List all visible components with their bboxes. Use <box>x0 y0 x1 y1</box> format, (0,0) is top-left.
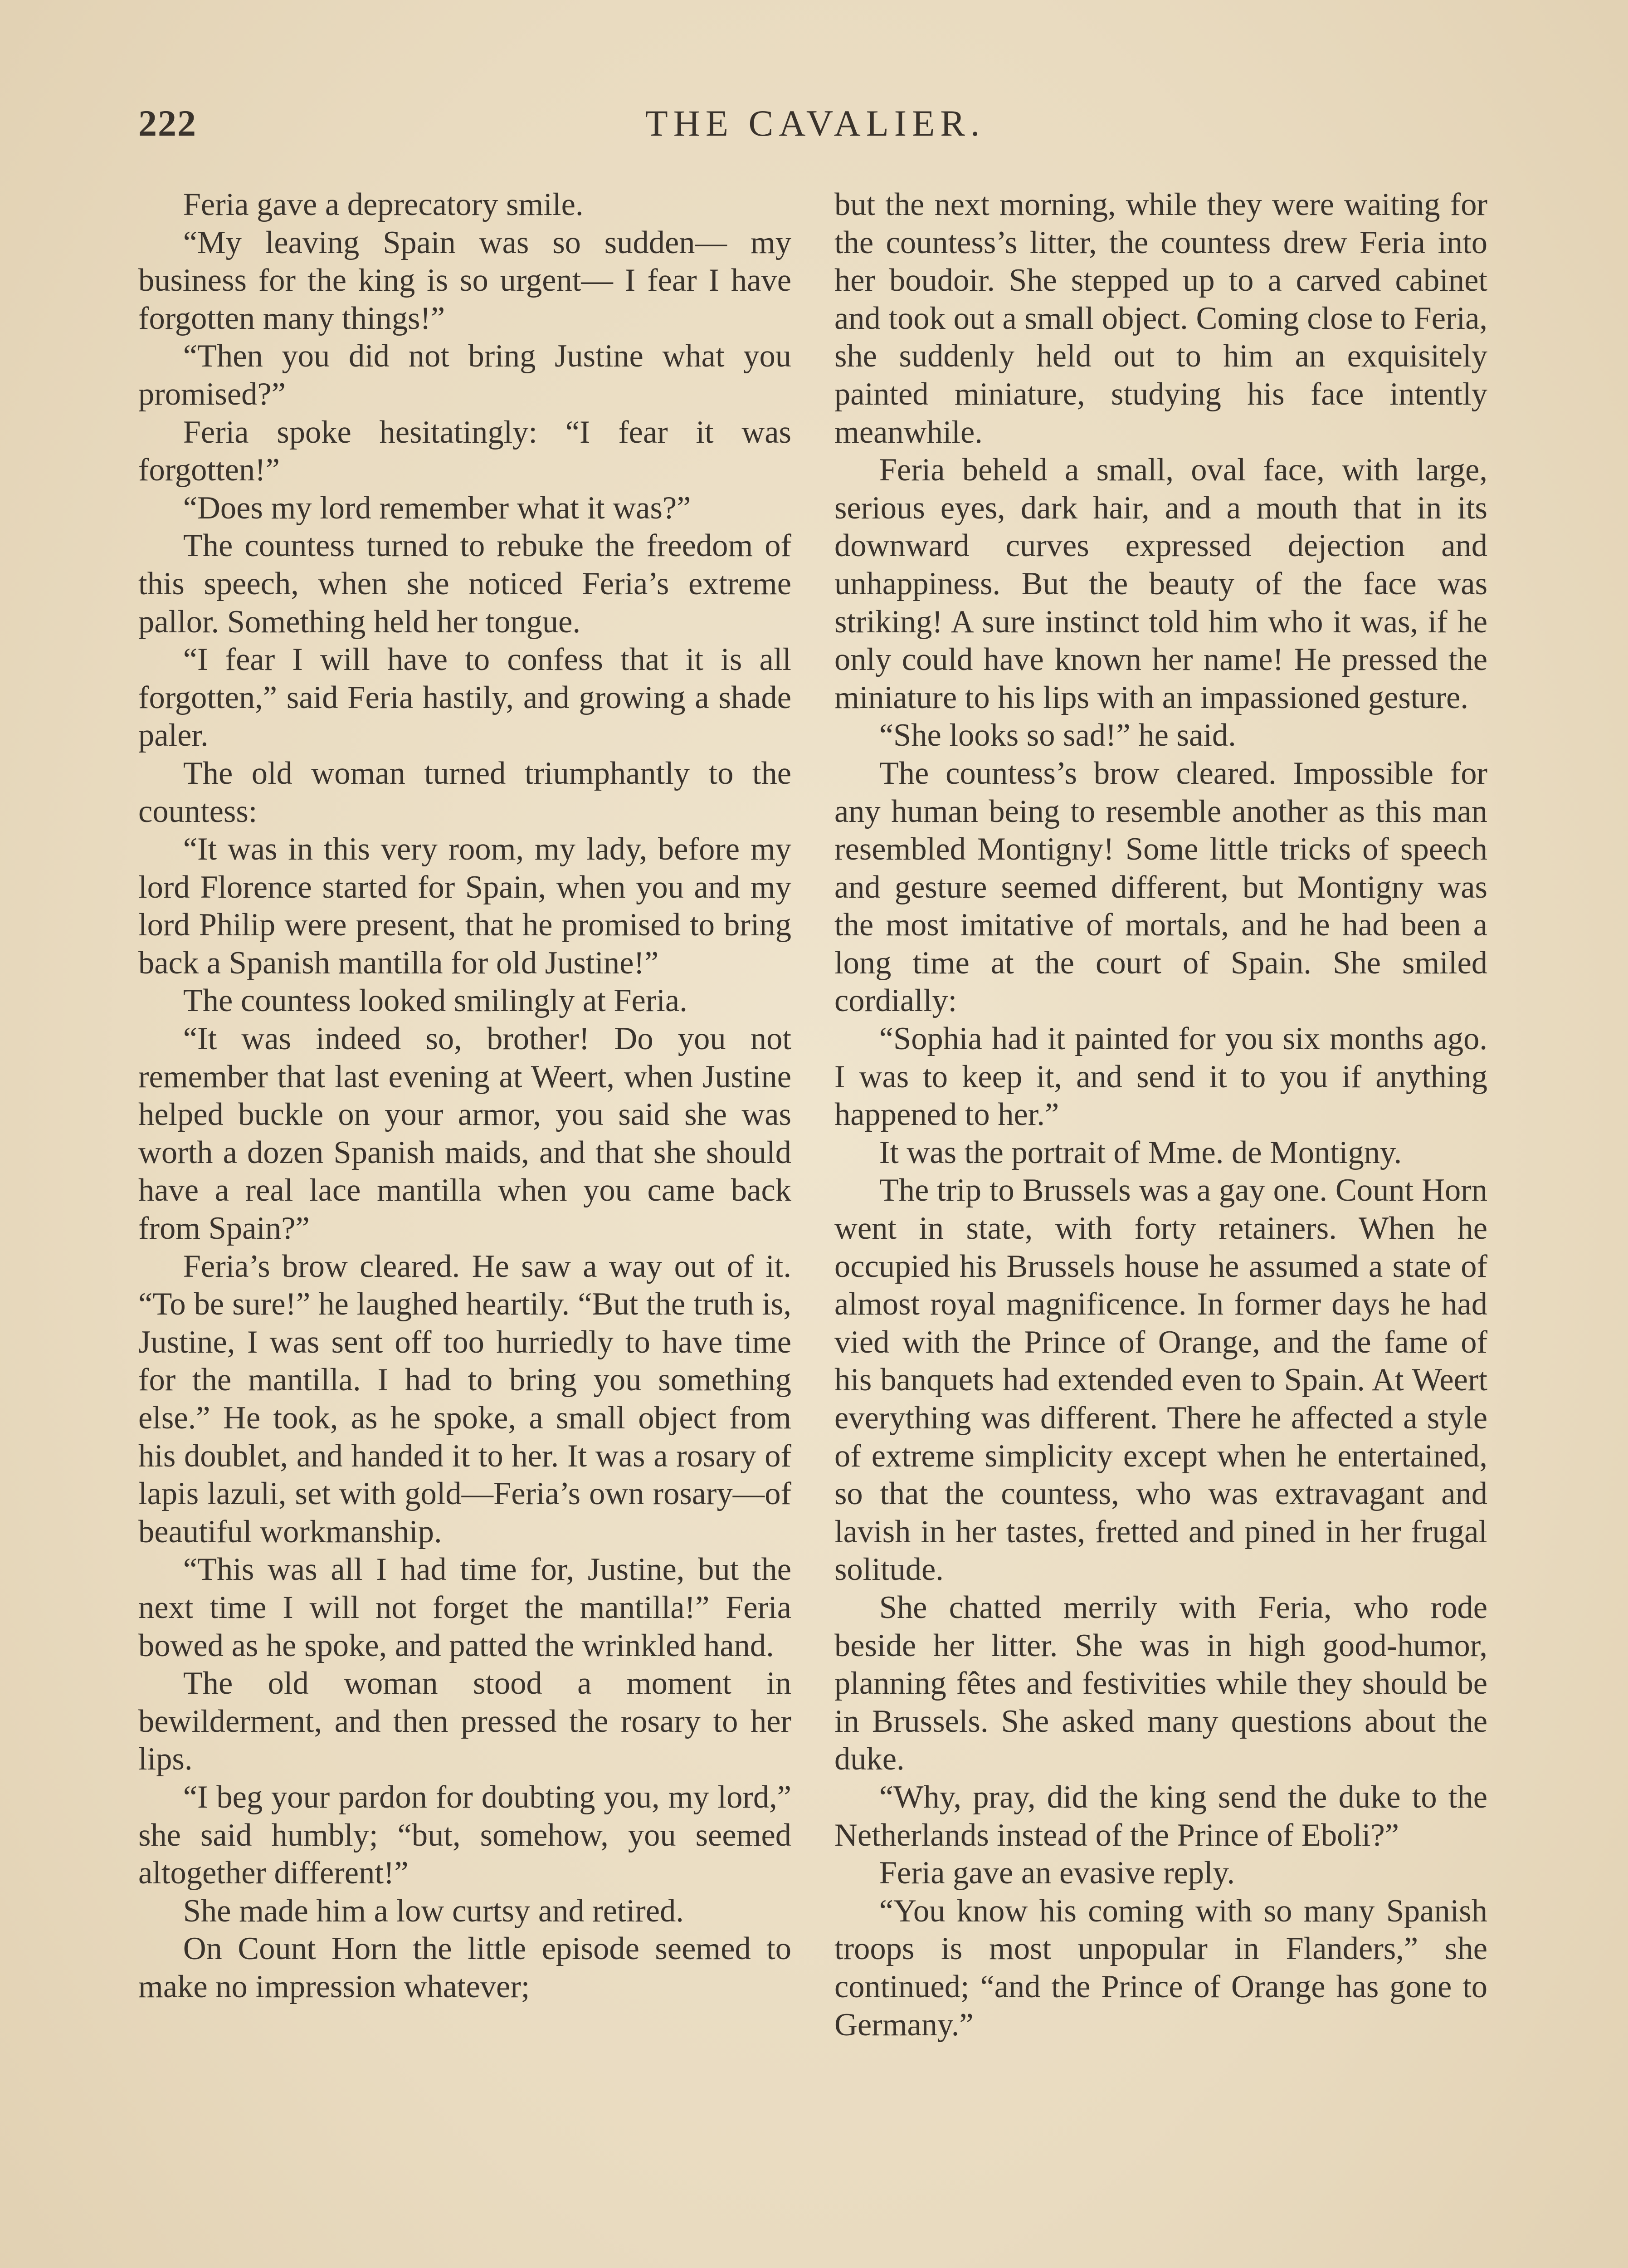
paragraph: She made him a low curtsy and retired. <box>183 1893 684 1929</box>
paragraph: The countess turned to rebuke the freedom of this speech, when she noticed Feria’s extreme pallor. Something held her tongue. <box>138 528 791 640</box>
paragraph: “Sophia had it painted for you six months ago. I was to keep it, and send it to you if anything happened to her.” <box>834 1021 1487 1133</box>
page-number: 222 <box>138 103 197 144</box>
paragraph: The trip to Brussels was a gay one. Count Horn went in state, with forty retainers. When he occupied his Brussels house he assumed a state of almost royal magnificence. In former days he had vied with the Prince of Orange, and the fame of his banquets had extended even to Spain. At Weert everything was different. There he affected a style of extreme simplicity except when he entertained, so that the countess, who was extravagant and lavish in her tastes, fretted and pined in her frugal solitude. <box>834 1173 1487 1588</box>
paragraph: Feria spoke hesitatingly: “I fear it was forgotten!” <box>138 414 791 488</box>
page-header <box>138 102 1492 152</box>
paragraph: “It was in this very room, my lady, before my lord Florence started for Spain, when you and my lord Philip were present, that he promised to bring back a Spanish mantilla for old Justine!” <box>138 831 791 981</box>
paragraph: She chatted merrily with Feria, who rode beside her litter. She was in high good-humor, planning fêtes and festivities while they should be in Brussels. She asked many questions about the duke. <box>834 1589 1487 1777</box>
paragraph: The countess’s brow cleared. Impossible for any human being to resemble another as this man resembled Montigny! Some little tricks of speech and gesture seemed different, but Montigny was the most imitative of mortals, and he had been a long time at the court of Spain. She smiled cordially: <box>834 755 1487 1019</box>
paragraph: It was the portrait of Mme. de Montigny. <box>879 1134 1402 1170</box>
paragraph: “It was indeed so, brother! Do you not remember that last evening at Weert, when Justine helped buckle on your armor, you said she was worth a dozen Spanish maids, and that she should have a real lace mantilla when you came back from Spain?” <box>138 1021 791 1246</box>
paragraph: Feria beheld a small, oval face, with large, serious eyes, dark hair, and a mouth that in its downward curves expressed dejection and unhappiness. But the beauty of the face was striking! A sure instinct told him who it was, if he only could have known her name! He pressed the miniature to his lips with an impassioned gesture. <box>834 452 1487 715</box>
running-head: THE CAVALIER. <box>645 103 985 144</box>
paragraph: On Count Horn the little episode seemed to make no impression whatever; <box>138 1931 791 2004</box>
paragraph: “She looks so sad!” he said. <box>879 718 1236 753</box>
paragraph-continued: but the next morning, while they were waiting for the countess’s litter, the countess drew Feria into her boudoir. She stepped up to a carved cabinet and took out a small object. Coming close to Feria, she suddenly held out to him an exquisitely painted miniature, studying his face intently meanwhile. <box>834 187 1487 450</box>
paragraph: “Then you did not bring Justine what you promised?” <box>138 338 791 412</box>
paragraph: “Why, pray, did the king send the duke to the Netherlands instead of the Prince of Eboli?” <box>834 1779 1487 1853</box>
paragraph: The old woman turned triumphantly to the countess: <box>138 755 791 829</box>
paragraph: Feria’s brow cleared. He saw a way out of it. “To be sure!” he laughed heartily. “But the truth is, Justine, I was sent off too hurriedly to have time for the mantilla. I had to bring you something else.” He took, as he spoke, a small object from his doublet, and handed it to her. It was a rosary of lapis lazuli, set with gold—Feria’s own rosary—of beautiful workmanship. <box>138 1248 791 1549</box>
paragraph: Feria gave a deprecatory smile. <box>183 187 584 222</box>
paragraph: “You know his coming with so many Spanish troops is most unpopular in Flanders,” she continued; “and the Prince of Orange has gone to Germany.” <box>834 1893 1487 2043</box>
paragraph: “This was all I had time for, Justine, but the next time I will not forget the mantilla!” Feria bowed as he spoke, and patted the wrinkled hand. <box>138 1552 791 1663</box>
left-column <box>138 186 791 2006</box>
paragraph: The old woman stood a moment in bewilderment, and then pressed the rosary to her lips. <box>138 1666 791 1777</box>
right-column <box>834 186 1487 2044</box>
paragraph: “I fear I will have to confess that it is all forgotten,” said Feria hastily, and growing a shade paler. <box>138 642 791 753</box>
paragraph: Feria gave an evasive reply. <box>879 1855 1235 1891</box>
paragraph: “Does my lord remember what it was?” <box>183 490 691 526</box>
paragraph: “My leaving Spain was so sudden— my business for the king is so urgent— I fear I have forgotten many things!” <box>138 225 791 336</box>
paragraph: The countess looked smilingly at Feria. <box>183 983 687 1019</box>
paragraph: “I beg your pardon for doubting you, my lord,” she said humbly; “but, somehow, you seemed altogether different!” <box>138 1779 791 1891</box>
